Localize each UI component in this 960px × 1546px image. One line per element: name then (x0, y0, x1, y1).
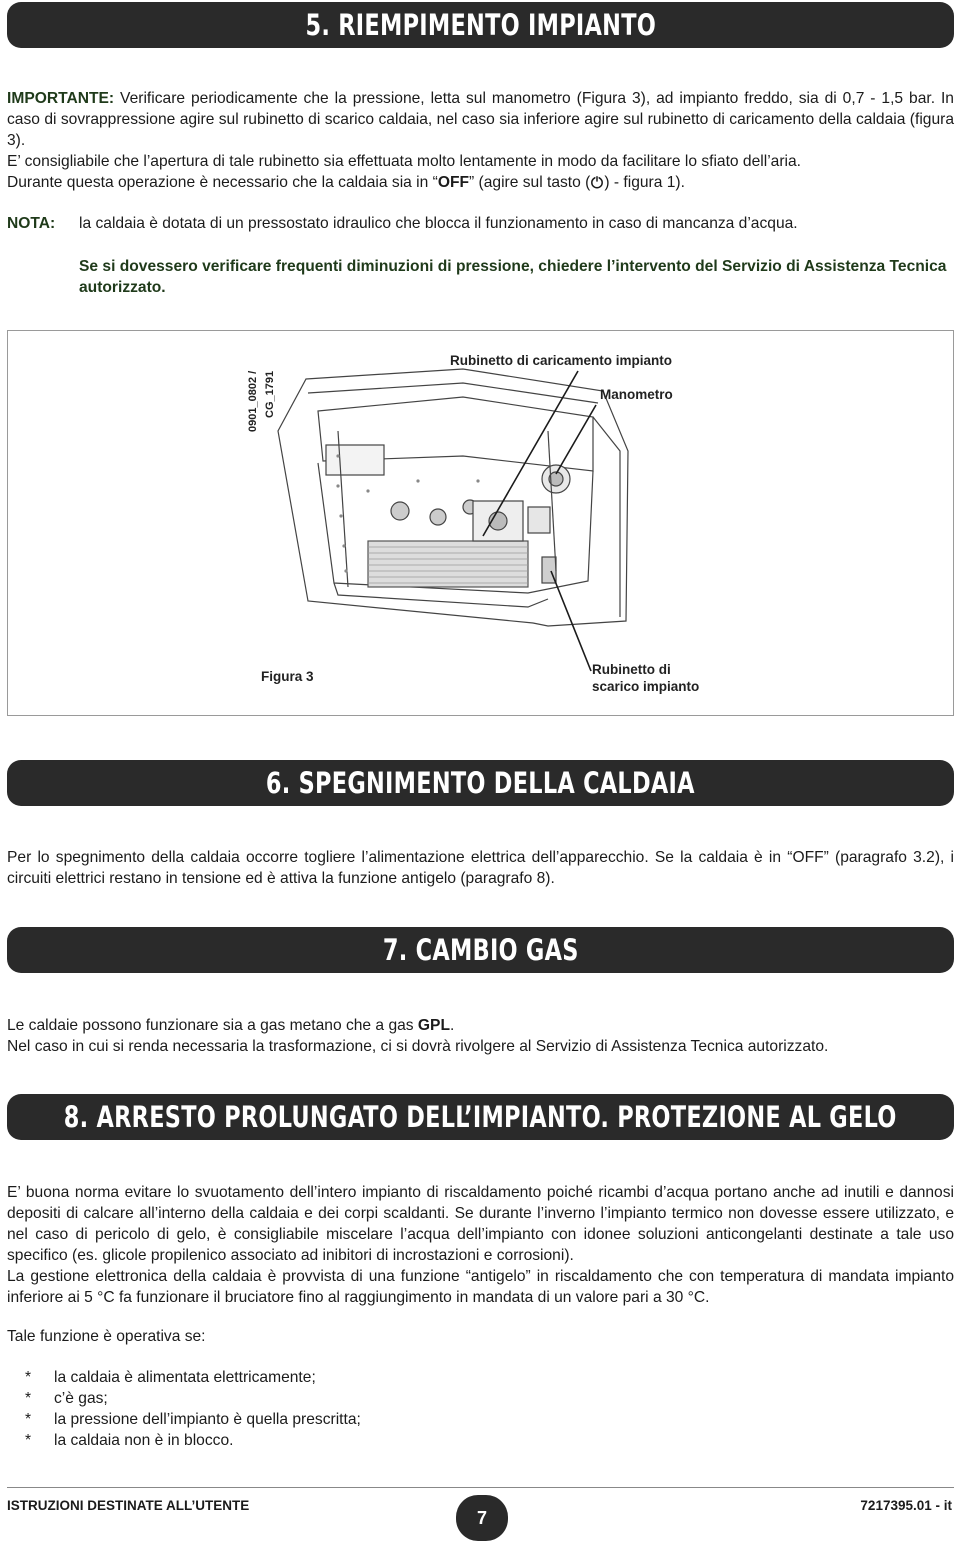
list-item (25, 1430, 361, 1451)
gas-text-b: . (449, 1017, 455, 1034)
frost-paragraph-1: E’ buona norma evitare lo svuotamento dell’intero impianto di riscaldamento poiché ricambi d’acqua portano anche ad inutili e dannosi depositi di calcare all’interno della caldaia e dei corpi scaldanti. Se durante l’inverno l’impianto termico non dovesse essere utilizzato, e nel caso di pericolo di gelo, è consigliabile miscelare l’acqua dell’impianto con idonee soluzioni anticongelanti destinate a tale uso specifico (es. glicole propilenico associato ad inibitori di incrostazioni e corrosioni). (7, 1184, 954, 1264)
off-text-a: Durante questa operazione è necessario che la caldaia sia in “ (7, 174, 438, 191)
list-item (25, 1388, 361, 1409)
bullet: * (25, 1369, 32, 1386)
section-6-banner (7, 760, 954, 806)
section-8-banner (7, 1094, 954, 1140)
section-7-title: 7. CAMBIO GAS (382, 932, 579, 967)
document-code: 7217395.01 - it (860, 1498, 952, 1513)
list-item-text: la caldaia non è in blocco. (54, 1432, 234, 1449)
list-item-text: la pressione dell’impianto è quella prescritta; (54, 1411, 361, 1428)
list-item-text: c’è gas; (54, 1390, 108, 1407)
frost-paragraph-2: La gestione elettronica della caldaia è provvista di una funzione “antigelo” in riscaldamento che con temperatura di mandata impianto inferiore ai 5 °C fa funzionare il bruciatore fino al raggiungimento in mandata di un valore pari a 30 °C. (7, 1268, 954, 1306)
section-5-title: 5. RIEMPIMENTO IMPIANTO (305, 7, 656, 42)
page-number: 7 (456, 1495, 508, 1541)
bullet: * (25, 1432, 32, 1449)
off-text-c: ) - figura 1). (604, 174, 685, 191)
figure-code: 0901_0802 / CG_1791 (247, 371, 276, 433)
off-text-b: ” (agire sul tasto ( (469, 174, 591, 191)
bullet: * (25, 1390, 32, 1407)
figure-caption: Figura 3 (261, 669, 314, 684)
list-item (25, 1367, 361, 1388)
boiler-drawing (8, 331, 953, 715)
list-item-text: la caldaia è alimentata elettricamente; (54, 1369, 316, 1386)
section-7-body (7, 1015, 954, 1057)
warning-text: Se si dovessero verificare frequenti diminuzioni di pressione, chiedere l’intervento del Servizio di Assistenza Tecnica autorizzato. (79, 258, 947, 296)
section-6-body (7, 847, 954, 889)
nota-text: la caldaia è dotata di un pressostato idraulico che blocca il funzionamento in caso di mancanza d’acqua. (79, 215, 798, 232)
label-drain-line-2: scarico impianto (592, 679, 700, 694)
nota-label: NOTA: (7, 215, 56, 232)
section-8-title: 8. ARRESTO PROLUNGATO DELL’IMPIANTO. PROTEZIONE AL GELO (64, 1099, 897, 1134)
important-text: Verificare periodicamente che la pressione, letta sul manometro (Figura 3), ad impianto freddo, sia di 0,7 - 1,5 bar. In caso di sovrappressione agire sul rubinetto di scarico caldaia, nel caso sia inferiore agire sul rubinetto di caricamento della caldaia (figura 3). (7, 90, 954, 149)
opening-advice: E’ consigliabile che l’apertura di tale rubinetto sia effettuata molto lentamente in modo da facilitare lo sfiato dell’aria. (7, 153, 802, 170)
figure-3 (7, 330, 954, 716)
important-paragraph (7, 88, 954, 151)
label-drain-tap (592, 661, 699, 695)
section-5-banner (7, 2, 954, 48)
footer-title: ISTRUZIONI DESTINATE ALL’UTENTE (7, 1498, 250, 1513)
conditions-intro: Tale funzione è operativa se: (7, 1328, 206, 1345)
bullet: * (25, 1411, 32, 1428)
off-instruction (7, 172, 954, 193)
power-button-icon (590, 175, 604, 189)
section-5-body (7, 88, 954, 193)
list-item (25, 1409, 361, 1430)
label-drain-line-1: Rubinetto di (592, 662, 671, 677)
assistance-warning (79, 256, 954, 298)
important-label: IMPORTANTE: (7, 90, 115, 107)
label-fill-tap: Rubinetto di caricamento impianto (450, 353, 673, 368)
shutdown-text: Per lo spegnimento della caldaia occorre togliere l’alimentazione elettrica dell’apparecchio. Se la caldaia è in “OFF” (paragrafo 3.2), i circuiti elettrici restano in tensione ed è attiva la funzione antigelo (paragrafo 8). (7, 849, 954, 887)
section-6-title: 6. SPEGNIMENTO DELLA CALDAIA (266, 765, 695, 800)
off-keyword: OFF (437, 174, 470, 191)
conditions-list (25, 1367, 361, 1451)
section-8-body (7, 1182, 954, 1308)
footer-rule (7, 1487, 954, 1488)
gas-types-line (7, 1015, 954, 1036)
gpl-keyword: GPL (417, 1017, 450, 1034)
label-manometer: Manometro (600, 387, 673, 402)
gas-text-a: Le caldaie possono funzionare sia a gas metano che a gas (7, 1017, 418, 1034)
conversion-line: Nel caso in cui si renda necessaria la trasformazione, ci si dovrà rivolgere al Servizio di Assistenza Tecnica autorizzato. (7, 1038, 829, 1055)
section-7-banner (7, 927, 954, 973)
